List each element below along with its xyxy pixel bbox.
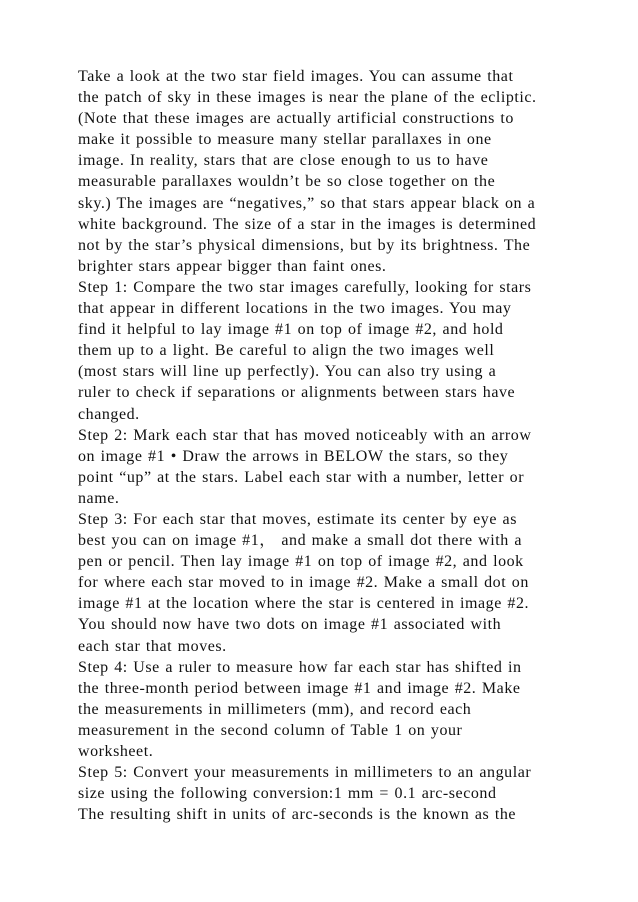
text-line: worksheet. bbox=[78, 743, 154, 760]
text-line: the patch of sky in these images is near the plane of the ecliptic. bbox=[78, 89, 537, 107]
text-line: name. bbox=[78, 489, 120, 507]
text-line: (most stars will line up perfectly). You can also try using a bbox=[78, 363, 497, 381]
text-line: that appear in different locations in the two images. You may bbox=[78, 300, 512, 318]
text-line: the measurements in millimeters (mm), and record each bbox=[78, 700, 472, 718]
text-line: image. In reality, stars that are close enough to us to have bbox=[78, 152, 489, 170]
text-line: not by the star’s physical dimensions, but by its brightness. The bbox=[78, 236, 531, 254]
step-5-line: Step 5: Convert your measurements in millimeters to an angular bbox=[78, 764, 532, 782]
text-line: each star that moves. bbox=[78, 637, 227, 655]
text-line: Take a look at the two star field images. You can assume that bbox=[78, 68, 514, 85]
text-line: best you can on image #1， and make a small dot there with a bbox=[78, 532, 523, 550]
text-line: You should now have two dots on image #1 associated with bbox=[78, 616, 502, 634]
text-line: changed. bbox=[78, 405, 140, 423]
step-4-line: Step 4: Use a ruler to measure how far each star has shifted in bbox=[78, 658, 522, 676]
text-line: point “up” at the stars. Label each star with a number, letter or bbox=[78, 468, 525, 486]
text-line: measurable parallaxes wouldn’t be so close together on the bbox=[78, 173, 496, 191]
text-line: them up to a light. Be careful to align the two images well bbox=[78, 342, 495, 360]
text-line: ruler to check if separations or alignments between stars have bbox=[78, 384, 516, 402]
text-line: The resulting shift in units of arc-seconds is the known as the bbox=[78, 806, 517, 824]
text-line: (Note that these images are actually artificial constructions to bbox=[78, 110, 514, 128]
step-3-line: Step 3: For each star that moves, estimate its center by eye as bbox=[78, 510, 517, 528]
text-line: make it possible to measure many stellar parallaxes in one bbox=[78, 131, 492, 149]
text-line: the three-month period between image #1 and image #2. Make bbox=[78, 679, 521, 697]
step-2-line: Step 2: Mark each star that has moved noticeably with an arrow bbox=[78, 426, 532, 444]
step-1-line: Step 1: Compare the two star images carefully, looking for stars bbox=[78, 278, 532, 296]
text-line: on image #1 • Draw the arrows in BELOW the stars, so they bbox=[78, 447, 509, 465]
text-line: pen or pencil. Then lay image #1 on top of image #2, and look bbox=[78, 553, 524, 571]
text-line: white background. The size of a star in the images is determined bbox=[78, 215, 537, 233]
text-line: sky.) The images are “negatives,” so that stars appear black on a bbox=[78, 194, 536, 212]
text-line: size using the following conversion:1 mm = 0.1 arc-second bbox=[78, 785, 497, 803]
text-line: image #1 at the location where the star is centered in image #2. bbox=[78, 595, 530, 613]
text-line: for where each star moved to in image #2. Make a small dot on bbox=[78, 574, 529, 592]
text-line: find it helpful to lay image #1 on top of image #2, and hold bbox=[78, 321, 504, 339]
body-text bbox=[78, 66, 618, 825]
text-line: measurement in the second column of Table 1 on your bbox=[78, 721, 463, 739]
text-line: brighter stars appear bigger than faint ones. bbox=[78, 257, 387, 275]
